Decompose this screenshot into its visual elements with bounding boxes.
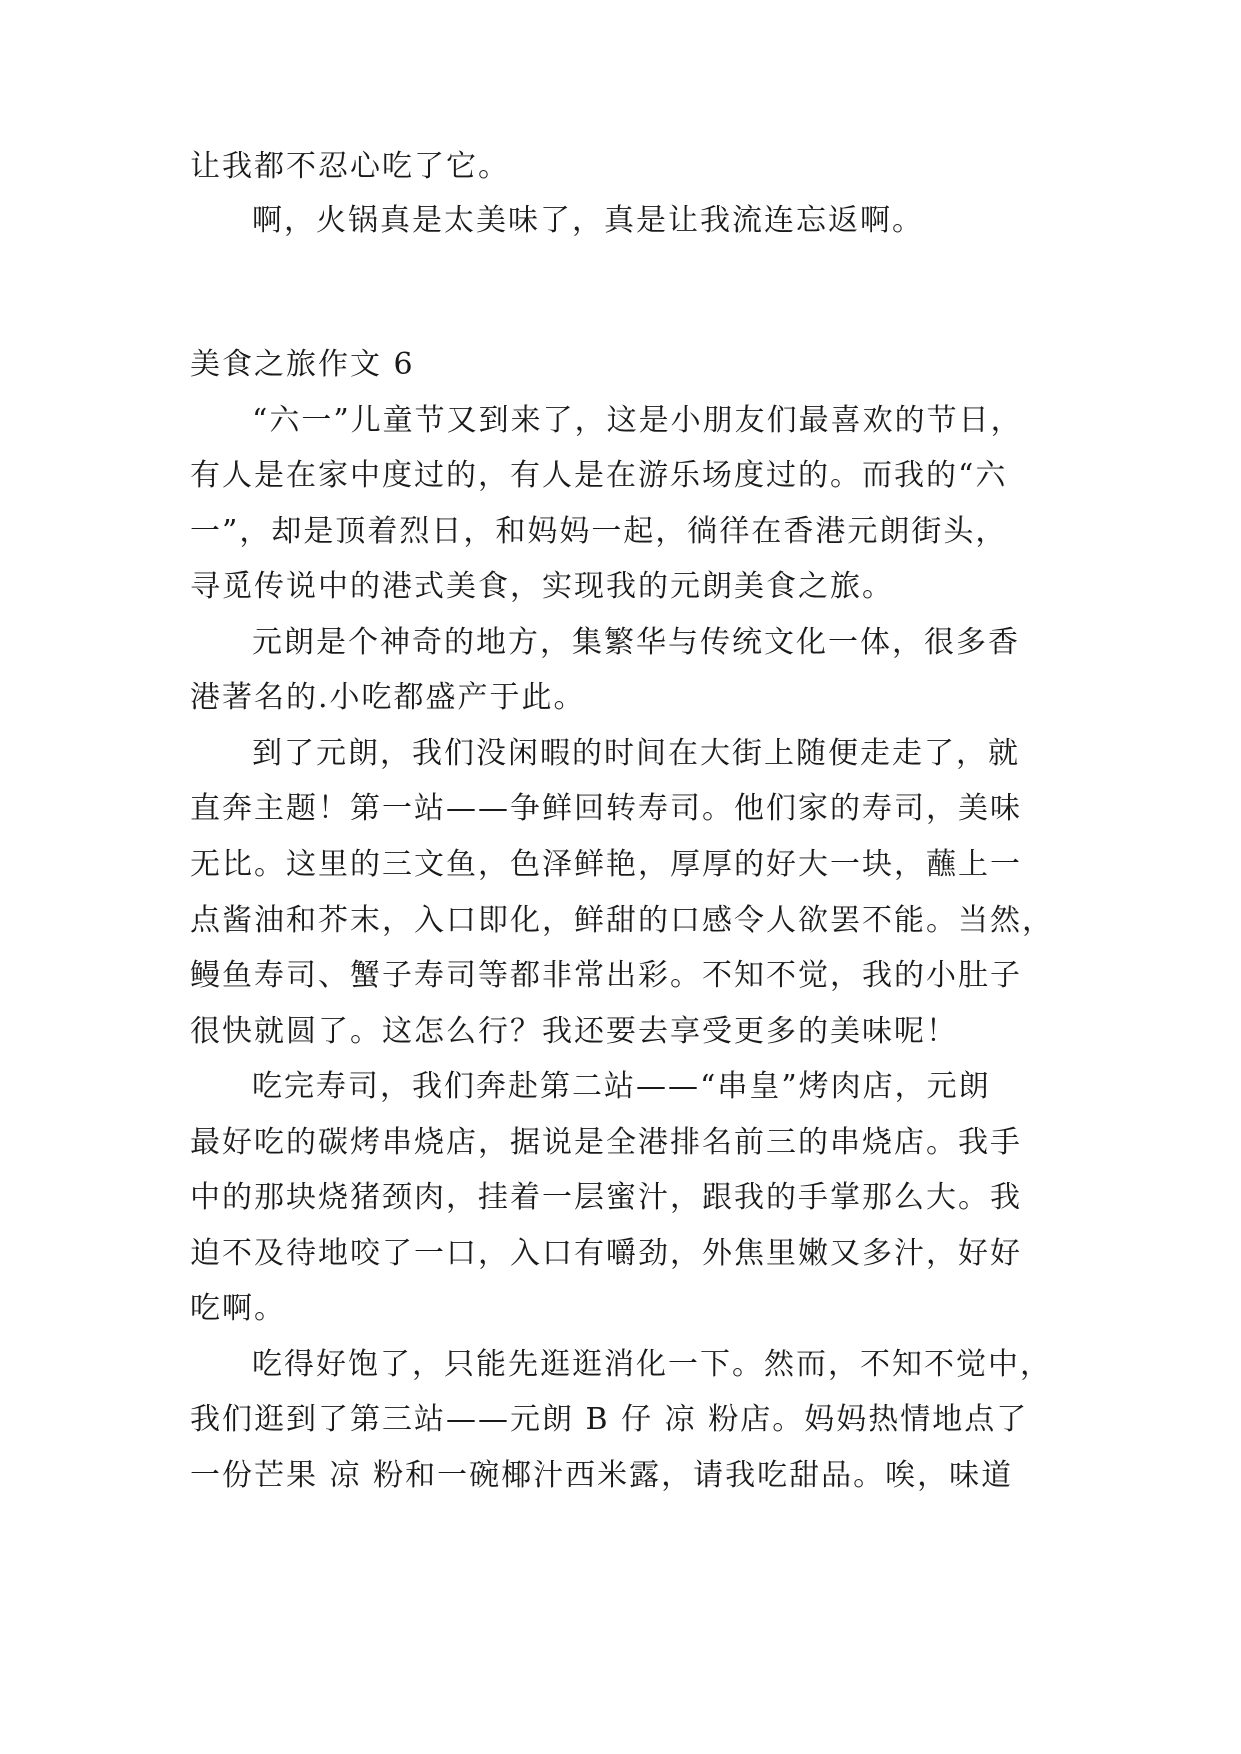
- text-line: 无比。这里的三文鱼，色泽鲜艳，厚厚的好大一块，蘸上一: [190, 847, 1022, 882]
- text-line: 迫不及待地咬了一口，入口有嚼劲，外焦里嫩又多汁，好好: [190, 1236, 1022, 1271]
- text-line: 很快就圆了。这怎么行？我还要去享受更多的美味呢！: [190, 1014, 958, 1049]
- text-line: 到了元朗，我们没闲暇的时间在大街上随便走走了，就: [252, 736, 1020, 771]
- text-line: 我们逛到了第三站——元朗 B 仔 凉 粉店。妈妈热情地点了: [190, 1402, 1029, 1437]
- text-line: 最好吃的碳烤串烧店，据说是全港排名前三的串烧店。我手: [190, 1125, 1022, 1160]
- text-line: 吃啊。: [190, 1291, 286, 1326]
- text-line: 让我都不忍心吃了它。: [190, 149, 510, 184]
- text-line: 直奔主题！第一站——争鲜回转寿司。他们家的寿司，美味: [190, 791, 1022, 826]
- text-line: 港著名的.小吃都盛产于此。: [190, 680, 586, 715]
- text-line: 点酱油和芥末，入口即化，鲜甜的口感令人欲罢不能。当然，: [190, 903, 1054, 938]
- text-line: “六一”儿童节又到来了，这是小朋友们最喜欢的节日，: [252, 403, 1023, 438]
- text-line: 鳗鱼寿司、蟹子寿司等都非常出彩。不知不觉，我的小肚子: [190, 958, 1022, 993]
- text-line: 啊，火锅真是太美味了，真是让我流连忘返啊。: [252, 203, 924, 238]
- text-line: 元朗是个神奇的地方，集繁华与传统文化一体，很多香: [252, 625, 1020, 660]
- text-line: 一”，却是顶着烈日，和妈妈一起，徜徉在香港元朗街头，: [190, 514, 1008, 549]
- text-line: 吃得好饱了，只能先逛逛消化一下。然而，不知不觉中，: [252, 1347, 1052, 1382]
- section-title: 美食之旅作文 6: [190, 347, 415, 382]
- text-line: 寻觅传说中的港式美食，实现我的元朗美食之旅。: [190, 569, 894, 604]
- text-line: 一份芒果 凉 粉和一碗椰汁西米露，请我吃甜品。唉，味道: [190, 1458, 1014, 1493]
- text-line: 中的那块烧猪颈肉，挂着一层蜜汁，跟我的手掌那么大。我: [190, 1180, 1022, 1215]
- text-line: 有人是在家中度过的，有人是在游乐场度过的。而我的“六: [190, 458, 1008, 493]
- text-line: 吃完寿司，我们奔赴第二站——“串皇”烤肉店，元朗: [252, 1069, 991, 1104]
